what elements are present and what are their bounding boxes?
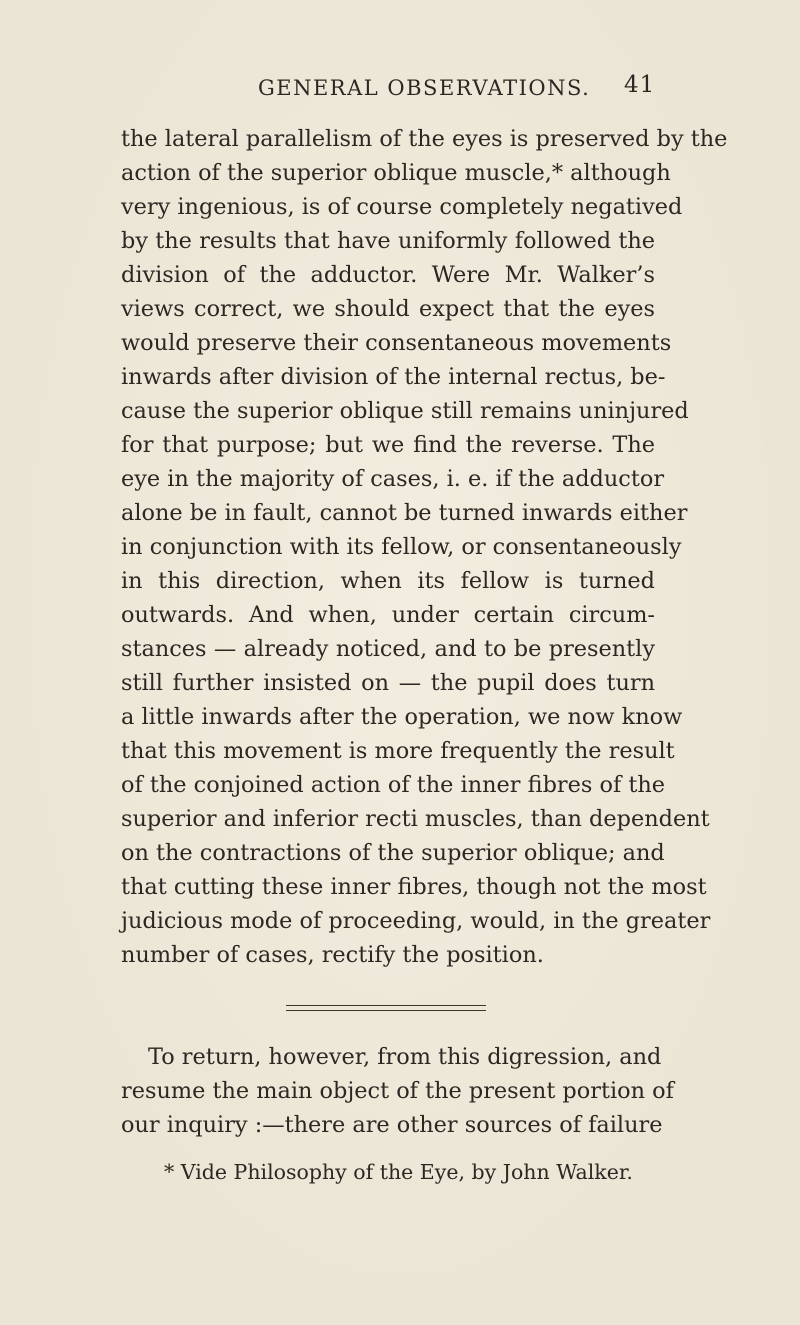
- paragraph-1-line: still further insisted on — the pupil does turn: [121, 670, 655, 696]
- section-divider-rule: [286, 1005, 486, 1011]
- paragraph-1-line: inwards after division of the internal rectus, be-: [121, 364, 666, 390]
- paragraph-1-line: action of the superior oblique muscle,* although: [121, 160, 671, 186]
- page-number: 41: [624, 72, 656, 98]
- paragraph-1-line: in this direction, when its fellow is turned: [121, 568, 655, 594]
- running-head: GENERAL OBSERVATIONS.: [258, 76, 591, 100]
- paragraph-1-line: number of cases, rectify the position.: [121, 942, 544, 968]
- paragraph-1-line: of the conjoined action of the inner fibres of the: [121, 772, 666, 798]
- paragraph-1-line: eye in the majority of cases, i. e. if the adductor: [121, 466, 665, 492]
- paragraph-1-line: division of the adductor. Were Mr. Walker’s: [121, 262, 655, 288]
- paragraph-2-line: our inquiry :—there are other sources of failure: [121, 1112, 663, 1138]
- paragraph-1-line: superior and inferior recti muscles, than dependent: [121, 806, 710, 832]
- paragraph-1-line: cause the superior oblique still remains uninjured: [121, 398, 689, 424]
- paragraph-1-line: stances — already noticed, and to be presently: [121, 636, 655, 662]
- paragraph-2-line: resume the main object of the present portion of: [121, 1078, 674, 1104]
- paragraph-1-line: that this movement is more frequently the result: [121, 738, 675, 764]
- paragraph-1-line: on the contractions of the superior oblique; and: [121, 840, 665, 866]
- paragraph-1-line: in conjunction with its fellow, or consentaneously: [121, 534, 682, 560]
- paragraph-1-line: alone be in fault, cannot be turned inwards either: [121, 500, 688, 526]
- paragraph-1-line: very ingenious, is of course completely negatived: [121, 194, 683, 220]
- paragraph-1-line: by the results that have uniformly followed the: [121, 228, 655, 254]
- paragraph-2-line: To return, however, from this digression, and: [148, 1044, 662, 1070]
- paragraph-1-line: for that purpose; but we find the reverse. The: [121, 432, 655, 458]
- paragraph-1-line: would preserve their consentaneous movements: [121, 330, 672, 356]
- paragraph-1-line: outwards. And when, under certain circum-: [121, 602, 655, 628]
- paragraph-1-line: judicious mode of proceeding, would, in the greater: [121, 908, 711, 934]
- paragraph-1-line: a little inwards after the operation, we now know: [121, 704, 683, 730]
- paragraph-1-line: the lateral parallelism of the eyes is preserved by the: [121, 126, 728, 152]
- paragraph-1-line: that cutting these inner fibres, though not the most: [121, 874, 707, 900]
- footnote: * Vide Philosophy of the Eye, by John Walker.: [164, 1160, 633, 1184]
- paragraph-1-line: views correct, we should expect that the eyes: [121, 296, 655, 322]
